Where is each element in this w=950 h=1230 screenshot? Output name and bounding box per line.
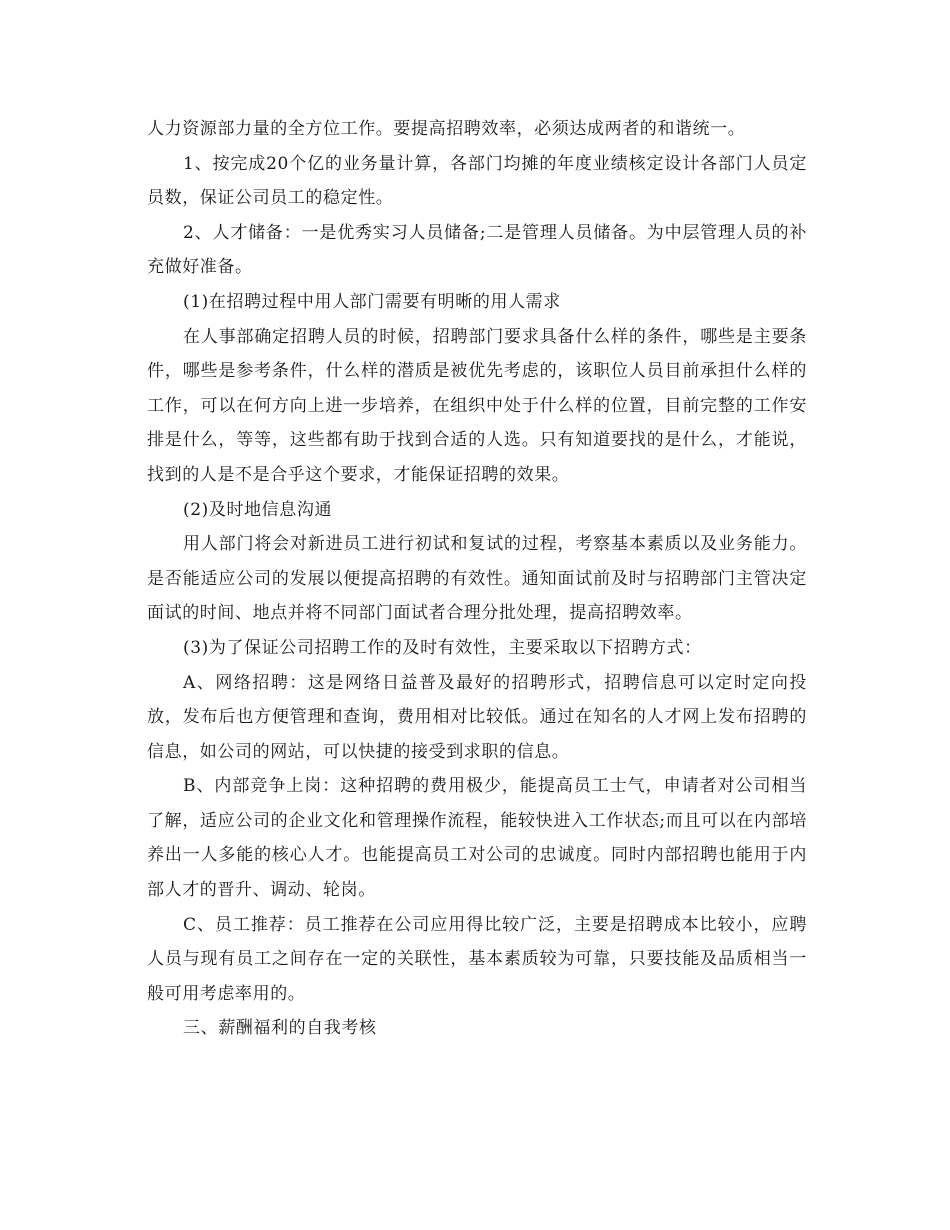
paragraph-subheading-1: (1)在招聘过程中用人部门需要有明晰的用人需求 [183, 291, 561, 312]
paragraph-employee-referral: C、员工推荐：员工推荐在公司应用得比较广泛，主要是招聘成本比较小，应聘人员与现有员工之间存在一定的关联性，基本素质较为可靠，只要技能及品质相当一般可用考虑率用的。 [147, 914, 807, 1004]
paragraph-network-recruiting: A、网络招聘：这是网络日益普及最好的招聘形式，招聘信息可以定时定向投放，发布后也方便管理和查询，费用相对比较低。通过在知名的人才网上发布招聘的信息，如公司的网站，可以快捷的接受到求职的信息。 [147, 672, 807, 762]
paragraph-internal-recruiting: B、内部竞争上岗：这种招聘的费用极少，能提高员工士气，申请者对公司相当了解，适应公司的企业文化和管理操作流程，能较快进入工作状态;而且可以在内部培养出一人多能的核心人才。也能提高员工对公司的忠诚度。同时内部招聘也能用于内部人才的晋升、调动、轮岗。 [147, 776, 807, 901]
paragraph-item-2: 2、人才储备：一是优秀实习人员储备;二是管理人员储备。为中层管理人员的补充做好准备。 [147, 222, 807, 278]
section-heading-compensation: 三、薪酬福利的自我考核 [183, 1018, 377, 1039]
paragraph-item-1: 1、按完成20个亿的业务量计算，各部门均摊的年度业绩核定设计各部门人员定员数，保证公司员工的稳定性。 [147, 153, 807, 209]
paragraph-communication: 用人部门将会对新进员工进行初试和复试的过程，考察基本素质以及业务能力。是否能适应公司的发展以便提高招聘的有效性。通知面试前及时与招聘部门主管决定面试的时间、地点并将不同部门面试者合理分批处理，提高招聘效率。 [147, 534, 807, 624]
paragraph-subheading-2: (2)及时地信息沟通 [183, 499, 333, 520]
paragraph-requirements: 在人事部确定招聘人员的时候，招聘部门要求具备什么样的条件，哪些是主要条件，哪些是参考条件，什么样的潜质是被优先考虑的，该职位人员目前承担什么样的工作，可以在何方向上进一步培养，在组织中处于什么样的位置，目前完整的工作安排是什么，等等，这些都有助于找到合适的人选。只有知道要找的是什么，才能说，找到的人是不是合乎这个要求，才能保证招聘的效果。 [147, 326, 807, 485]
paragraph-subheading-3: (3)为了保证公司招聘工作的及时有效性，主要采取以下招聘方式： [183, 637, 702, 658]
paragraph-continuation: 人力资源部力量的全方位工作。要提高招聘效率，必须达成两者的和谐统一。 [147, 119, 746, 139]
document-body [147, 112, 807, 1046]
